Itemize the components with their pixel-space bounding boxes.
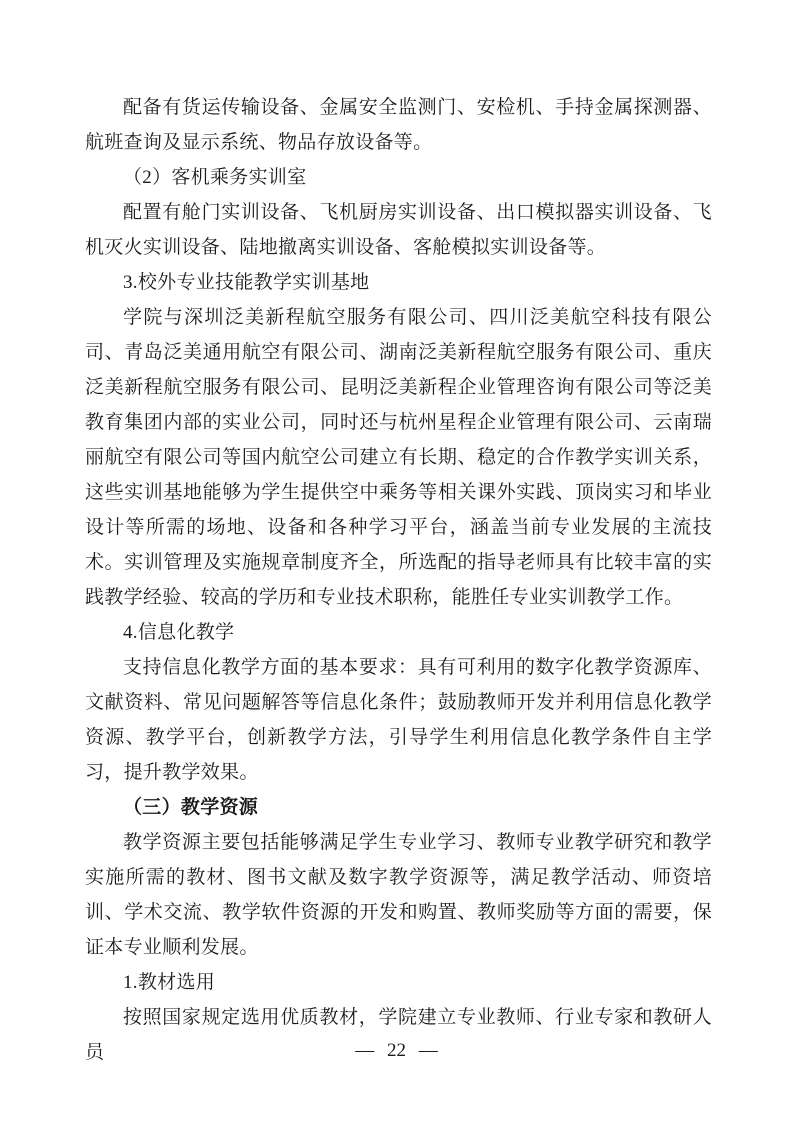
body-paragraph: 3.校外专业技能教学实训基地 bbox=[123, 272, 370, 293]
body-paragraph: 支持信息化教学方面的基本要求：具有可利用的数字化教学资源库、文献资料、常见问题解答等信息化条件；鼓励教师开发并利用信息化教学资源、教学平台，创新教学方法，引导学生利用信息化教学条件自主学习，提升教学效果。 bbox=[85, 657, 712, 783]
body-paragraph: 教学资源主要包括能够满足学生专业学习、教师专业教学研究和教学实施所需的教材、图书文献及数字教学资源等，满足教学活动、师资培训、学术交流、教学软件资源的开发和购置、教师奖励等方面的需要，保证本专业顺利发展。 bbox=[85, 832, 712, 958]
body-paragraph: 配置有舱门实训设备、飞机厨房实训设备、出口模拟器实训设备、飞机灭火实训设备、陆地撤离实训设备、客舱模拟实训设备等。 bbox=[85, 202, 712, 258]
body-paragraph: （2）客机乘务实训室 bbox=[123, 167, 307, 188]
section-heading: （三）教学资源 bbox=[123, 797, 259, 818]
body-paragraph: 学院与深圳泛美新程航空服务有限公司、四川泛美航空科技有限公司、青岛泛美通用航空有限公司、湖南泛美新程航空服务有限公司、重庆泛美新程航空服务有限公司、昆明泛美新程企业管理咨询有限公司等泛美教育集团内部的实业公司，同时还与杭州星程企业管理有限公司、云南瑞丽航空有限公司等国内航空公司建立有长期、稳定的合作教学实训关系，这些实训基地能够为学生提供空中乘务等相关课外实践、顶岗实习和毕业设计等所需的场地、设备和各种学习平台，涵盖当前专业发展的主流技术。实训管理及实施规章制度齐全，所选配的指导老师具有比较丰富的实践教学经验、较高的学历和专业技术职称，能胜任专业实训教学工作。 bbox=[85, 307, 712, 608]
page-number: — 22 — bbox=[355, 1040, 438, 1061]
body-paragraph: 按照国家规定选用优质教材，学院建立专业教师、行业专家和教研人员 bbox=[85, 1007, 712, 1063]
body-paragraph: 4.信息化教学 bbox=[123, 622, 235, 643]
body-paragraph: 1.教材选用 bbox=[123, 972, 216, 993]
page-body-text bbox=[85, 90, 712, 1070]
body-paragraph: 配备有货运传输设备、金属安全监测门、安检机、手持金属探测器、航班查询及显示系统、物品存放设备等。 bbox=[85, 97, 712, 153]
